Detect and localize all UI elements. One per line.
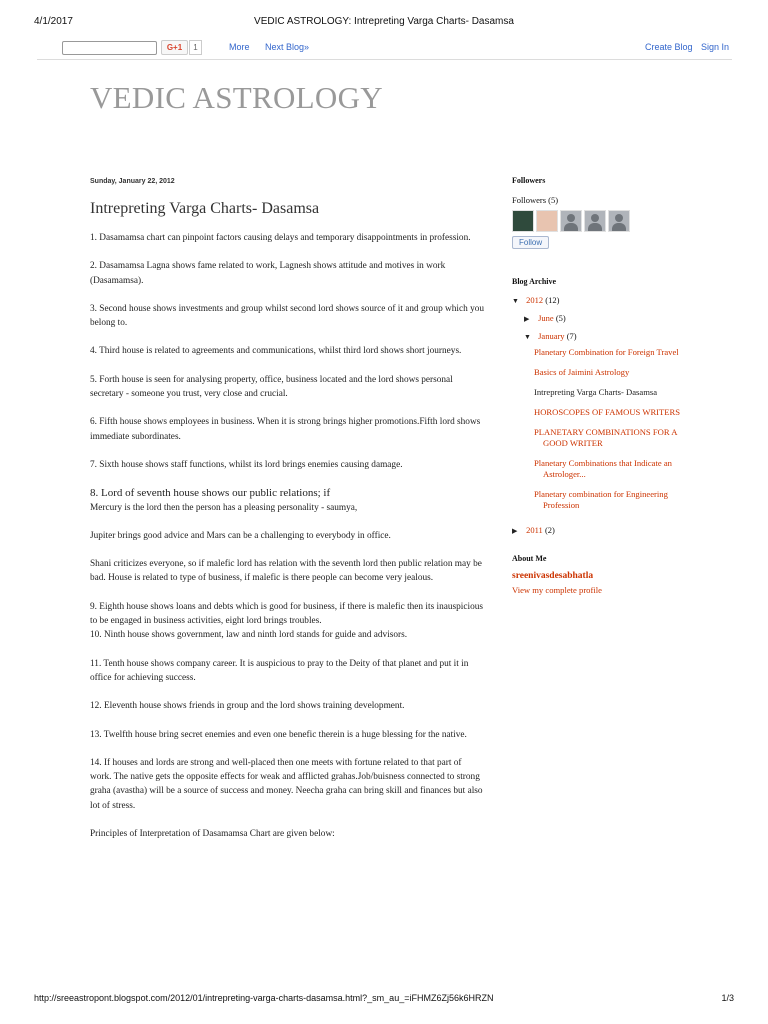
post-line: 10. Ninth house shows government, law and ninth lord stands for guide and advisors. [90, 630, 408, 641]
archive-year-2012[interactable] [512, 295, 692, 305]
gplus-button[interactable]: G+1 [161, 40, 188, 55]
post-line: 8. Lord of seventh house shows our public relations; if [90, 487, 331, 500]
print-date: 4/1/2017 [34, 16, 73, 27]
archive-post-link[interactable]: HOROSCOPES OF FAMOUS WRITERS [534, 407, 681, 417]
archive-month-january[interactable] [524, 331, 692, 341]
post-paragraph: 11. Tenth house shows company career. It is auspicious to pray to the Deity of that planet and put it in office for achieving success. [90, 658, 469, 683]
post-paragraph: 12. Eleventh house shows friends in group and the lord shows training development. [90, 701, 405, 712]
follower-avatar[interactable] [536, 210, 558, 232]
archive-month-label[interactable]: June [538, 313, 554, 323]
triangle-down-icon[interactable]: ▼ [524, 333, 531, 341]
about-heading: About Me [512, 554, 547, 563]
blog-archive [512, 277, 692, 535]
follower-avatar[interactable] [584, 210, 606, 232]
next-blog-link[interactable]: Next Blog» [265, 42, 310, 52]
blog-title[interactable]: VEDIC ASTROLOGY [90, 80, 383, 115]
archive-year-count: (12) [545, 295, 560, 305]
blogger-navbar [37, 32, 732, 60]
search-input[interactable] [62, 41, 157, 55]
followers-heading: Followers [512, 176, 546, 185]
archive-post-list [534, 347, 692, 511]
archive-post-link[interactable]: Planetary Combination for Foreign Travel [534, 347, 679, 357]
archive-month-count: (5) [555, 313, 566, 323]
triangle-right-icon[interactable]: ▶ [512, 527, 518, 535]
print-header [0, 0, 768, 28]
post-paragraph: 5. Forth house is seen for analysing property, office, business located and the lord shows personal secretary - someone you trust, very close and crucial. [90, 374, 453, 400]
post-line: 9. Eighth house shows loans and debts which is good for business, if there is malefic then its inauspicious to be engaged in business activities, eight lord brings troubles. [90, 601, 483, 627]
post-line: Mercury is the lord then the person has a pleasing personality - saumya, [90, 502, 358, 513]
post-paragraph: 7. Sixth house shows staff functions, whilst its lord brings enemies causing damage. [90, 459, 403, 470]
archive-post-link[interactable]: Basics of Jaimini Astrology [534, 367, 630, 377]
post-paragraph: Jupiter brings good advice and Mars can be a challenging to everybody in office. [90, 530, 391, 541]
author-link[interactable]: sreenivasdesabhatla [512, 571, 594, 581]
print-url: http://sreeastropont.blogspot.com/2012/01/intrepreting-varga-charts-dasamsa.html?_sm_au_=iFHMZ6Zj56k6HRZN [34, 993, 494, 1003]
triangle-down-icon[interactable]: ▼ [512, 297, 519, 305]
archive-post-current: Intrepreting Varga Charts- Dasamsa [534, 387, 658, 397]
view-profile-link[interactable]: View my complete profile [512, 585, 602, 595]
post-paragraph: 14. If houses and lords are strong and well-placed then one meets with fortune related to that part of work. The native gets the opposite effects for weak and afflicted grahas.Job/buisness connected to strong graha (avastha) will be a source of success and money. Neecha graha can bring skill and finances but also lot of stress. [90, 757, 483, 811]
post-paragraph [90, 600, 485, 643]
post-date: Sunday, January 22, 2012 [90, 178, 175, 185]
about-me [512, 554, 692, 595]
follower-avatar[interactable] [512, 210, 534, 232]
post-paragraph: 4. Third house is related to agreements and communications, whilst third lord shows short journeys. [90, 346, 462, 357]
triangle-right-icon[interactable]: ▶ [524, 315, 530, 323]
archive-year-count: (2) [544, 525, 555, 535]
post-paragraph [90, 486, 485, 515]
archive-year-2011[interactable] [512, 525, 692, 535]
archive-heading: Blog Archive [512, 277, 557, 286]
post-title[interactable]: Intrepreting Varga Charts- Dasamsa [90, 200, 320, 217]
follower-avatar[interactable] [608, 210, 630, 232]
post-paragraph: 1. Dasamamsa chart can pinpoint factors causing delays and temporary disappointments in profession. [90, 233, 471, 243]
follower-avatars [512, 210, 692, 232]
archive-year-label[interactable]: 2012 [526, 295, 544, 305]
archive-post-link[interactable]: Planetary Combinations that Indicate an Astrologer... [534, 458, 672, 479]
archive-list [512, 295, 692, 535]
create-blog-link[interactable]: Create Blog [645, 42, 693, 52]
print-page-number: 1/3 [721, 993, 734, 1003]
print-footer [0, 990, 768, 1010]
sign-in-link[interactable]: Sign In [701, 42, 730, 52]
follow-button[interactable]: Follow [512, 236, 549, 249]
archive-year-label[interactable]: 2011 [526, 525, 543, 535]
post-paragraph: Principles of Interpretation of Dasamamsa Chart are given below: [90, 829, 335, 840]
archive-month-june[interactable] [524, 313, 692, 323]
archive-month-count: (7) [566, 331, 577, 341]
sidebar [512, 176, 692, 595]
print-title: VEDIC ASTROLOGY: Intrepreting Varga Charts- Dasamsa [254, 16, 514, 27]
archive-post-link[interactable]: Planetary combination for Engineering Profession [534, 489, 668, 510]
more-link[interactable]: More [229, 42, 250, 52]
post-paragraph: Shani criticizes everyone, so if malefic lord has relation with the seventh lord then public relation may be bad. House is related to type of business, if malefic is there people can become very jealous. [90, 559, 482, 584]
followers-count: Followers (5) [512, 195, 559, 205]
archive-post-link[interactable]: PLANETARY COMBINATIONS FOR A GOOD WRITER [534, 427, 677, 448]
post-body [90, 231, 485, 841]
follower-avatar[interactable] [560, 210, 582, 232]
post-paragraph: 3. Second house shows investments and group whilst second lord shows source of it and group which you belong to. [90, 303, 485, 329]
post-paragraph: 6. Fifth house shows employees in business. When it is strong brings higher promotions.Fifth lord shows immediate subordinates. [90, 417, 481, 442]
post-column [90, 178, 485, 855]
archive-month-label[interactable]: January [538, 331, 565, 341]
post-paragraph: 13. Twelfth house bring secret enemies and even one benefic therein is a huge blessing for the native. [90, 729, 467, 740]
gplus-count: 1 [189, 40, 202, 55]
post-paragraph: 2. Dasamamsa Lagna shows fame related to work, Lagnesh shows attitude and motives in work (Dasamamsa). [90, 261, 446, 286]
